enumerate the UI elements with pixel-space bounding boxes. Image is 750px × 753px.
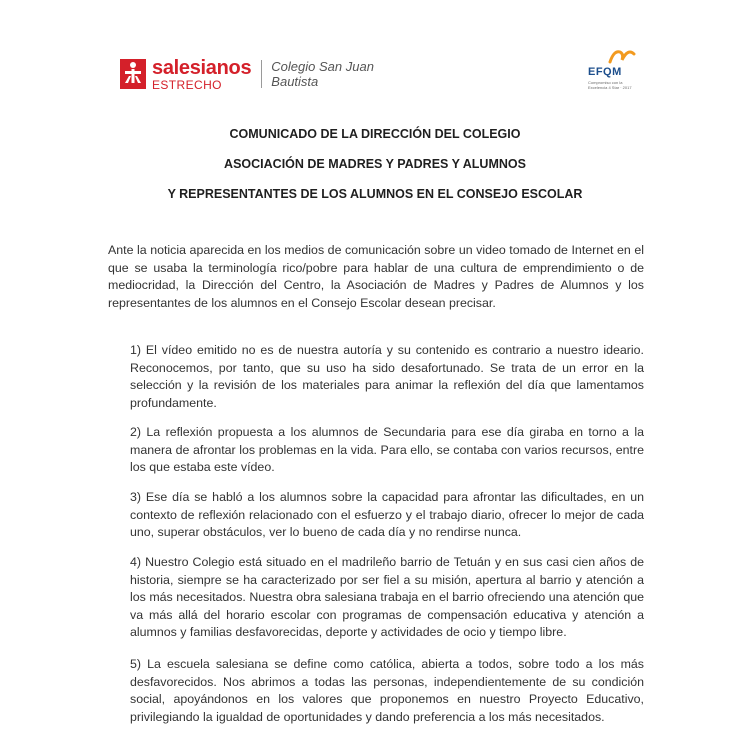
school-name	[271, 59, 374, 89]
efqm-caption: Compromiso con la Excelencia 4 Star · 2017	[588, 80, 632, 90]
intro-paragraph: Ante la noticia aparecida en los medios de comunicación sobre un video tomado de Internet en el que se usaba la terminología rico/pobre para hablar de una cultura de emprendimiento o de mediocridad, la Dirección del Centro, la Asociación de Madres y Padres de Alumnos y los representantes de los alumnos en el Consejo Escolar desean precisar.	[108, 243, 644, 310]
title-line-2: ASOCIACIÓN DE MADRES Y PADRES Y ALUMNOS	[224, 157, 526, 171]
numbered-item-3: 3) Ese día se habló a los alumnos sobre la capacidad para afrontar las dificultades, en un contexto de reflexión relacionado con el esfuerzo y el trabajo diario, ofrecer lo mejor de cada uno, superar obstáculos, ver lo bueno de cada día y no rendirse nunca.	[130, 490, 644, 539]
numbered-item-4: 4) Nuestro Colegio está situado en el madrileño barrio de Tetuán y en sus casi cien años de historia, siempre se ha caracterizado por ser fiel a su misión, apertura al barrio y atención a los más necesitados. Nuestra obra salesiana trabaja en el barrio ofreciendo una atención que va más allá del horario escolar con programas de compensación educativa y atención a alumnos y familias desfavorecidas, deporte y actividades de ocio y tiempo libre.	[130, 555, 644, 639]
salesianos-logo	[120, 58, 374, 90]
numbered-item-2: 2) La reflexión propuesta a los alumnos de Secundaria para ese día giraba en torno a la manera de afrontar los problemas en la vida. Para ello, se contaba con varios recursos, entre los que estaba este vídeo.	[130, 425, 644, 474]
salesianos-mark-icon	[120, 59, 146, 89]
school-name-line1: Colegio San Juan	[271, 59, 374, 74]
brand-name: salesianos	[152, 56, 252, 79]
efqm-swoosh-icon	[588, 44, 638, 66]
school-name-line2: Bautista	[271, 74, 319, 89]
document-title-block	[0, 126, 750, 216]
title-line-1: COMUNICADO DE LA DIRECCIÓN DEL COLEGIO	[229, 127, 521, 141]
logo-divider	[261, 60, 262, 88]
numbered-item-1: 1) El vídeo emitido no es de nuestra autoría y su contenido es contrario a nuestro ideario. Reconocemos, por tanto, que su uso ha sido desafortunado. Se trata de un error en la selección y la revisión de los materiales para animar la reflexión del día que lamentamos profundamente.	[130, 343, 644, 410]
efqm-label: EFQM	[588, 66, 622, 78]
numbered-item-5: 5) La escuela salesiana se define como católica, abierta a todos, sobre todo a los más desfavorecidos. Nos abrimos a todas las personas, independientemente de su condición social, apoyándonos en los valores que proponemos en nuestro Proyecto Educativo, privilegiando la igualdad de oportunidades y dando preferencia a los más necesitados.	[130, 657, 644, 724]
efqm-logo	[588, 44, 638, 94]
brand-subtitle: ESTRECHO	[152, 77, 222, 92]
title-line-3: Y REPRESENTANTES DE LOS ALUMNOS EN EL CONSEJO ESCOLAR	[167, 187, 583, 201]
